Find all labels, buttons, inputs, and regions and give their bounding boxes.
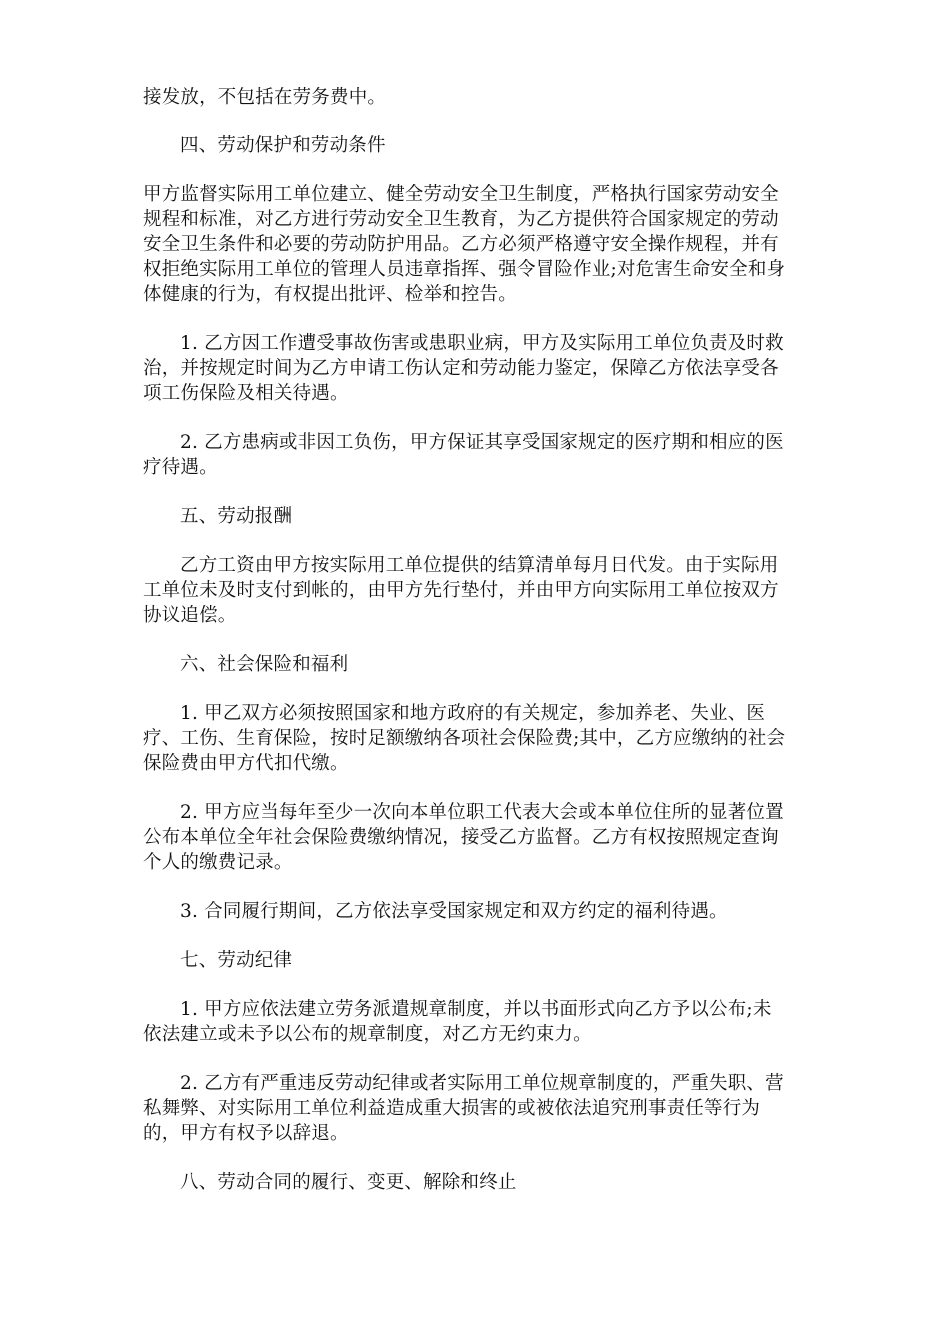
paragraph-line: 权拒绝实际用工单位的管理人员违章指挥、强令冒险作业;对危害生命安全和身 [143,259,786,280]
section-heading-8: 八、劳动合同的履行、变更、解除和终止 [180,1172,517,1193]
clause-line: 项工伤保险及相关待遇。 [143,383,349,404]
paragraph-line: 体健康的行为，有权提出批评、检举和控告。 [143,284,518,305]
paragraph-line: 安全卫生条件和必要的劳动防护用品。乙方必须严格遵守安全操作规程，并有 [143,234,779,255]
clause-line: 1. 甲乙双方必须按照国家和地方政府的有关规定，参加养老、失业、医 [180,703,766,724]
section-heading-4: 四、劳动保护和劳动条件 [180,135,386,156]
clause-line: 公布本单位全年社会保险费缴纳情况，接受乙方监督。乙方有权按照规定查询 [143,827,779,848]
section-heading-7: 七、劳动纪律 [180,950,293,971]
clause-line: 2. 乙方有严重违反劳动纪律或者实际用工单位规章制度的，严重失职、营 [180,1073,784,1094]
section-heading-5: 五、劳动报酬 [180,506,293,527]
clause-line: 疗、工伤、生育保险，按时足额缴纳各项社会保险费;其中，乙方应缴纳的社会 [143,728,786,749]
paragraph-line: 乙方工资由甲方按实际用工单位提供的结算清单每月日代发。由于实际用 [180,555,779,576]
clause-line: 保险费由甲方代扣代缴。 [143,753,349,774]
clause-line: 2. 甲方应当每年至少一次向本单位职工代表大会或本单位住所的显著位置 [180,802,784,823]
paragraph-line: 协议追偿。 [143,605,237,626]
paragraph-line: 工单位未及时支付到帐的，由甲方先行垫付，并由甲方向实际用工单位按双方 [143,580,779,601]
section-heading-6: 六、社会保险和福利 [180,654,349,675]
clause-line: 疗待遇。 [143,457,218,478]
clause-line: 2. 乙方患病或非因工负伤，甲方保证其享受国家规定的医疗期和相应的医 [180,432,784,453]
clause-line: 1. 乙方因工作遭受事故伤害或患职业病，甲方及实际用工单位负责及时救 [180,333,784,354]
clause-line: 的，甲方有权予以辞退。 [143,1123,349,1144]
clause-line: 治，并按规定时间为乙方申请工伤认定和劳动能力鉴定，保障乙方依法享受各 [143,358,779,379]
paragraph-line: 接发放，不包括在劳务费中。 [143,87,387,108]
paragraph-line: 甲方监督实际用工单位建立、健全劳动安全卫生制度，严格执行国家劳动安全 [143,184,779,205]
clause-line: 私舞弊、对实际用工单位利益造成重大损害的或被依法追究刑事责任等行为 [143,1098,761,1119]
clause-line: 1. 甲方应依法建立劳务派遣规章制度，并以书面形式向乙方予以公布;未 [180,999,772,1020]
clause-line: 3. 合同履行期间，乙方依法享受国家规定和双方约定的福利待遇。 [180,901,728,922]
clause-line: 依法建立或未予以公布的规章制度，对乙方无约束力。 [143,1024,592,1045]
paragraph-line: 规程和标准，对乙方进行劳动安全卫生教育，为乙方提供符合国家规定的劳动 [143,209,779,230]
clause-line: 个人的缴费记录。 [143,852,293,873]
